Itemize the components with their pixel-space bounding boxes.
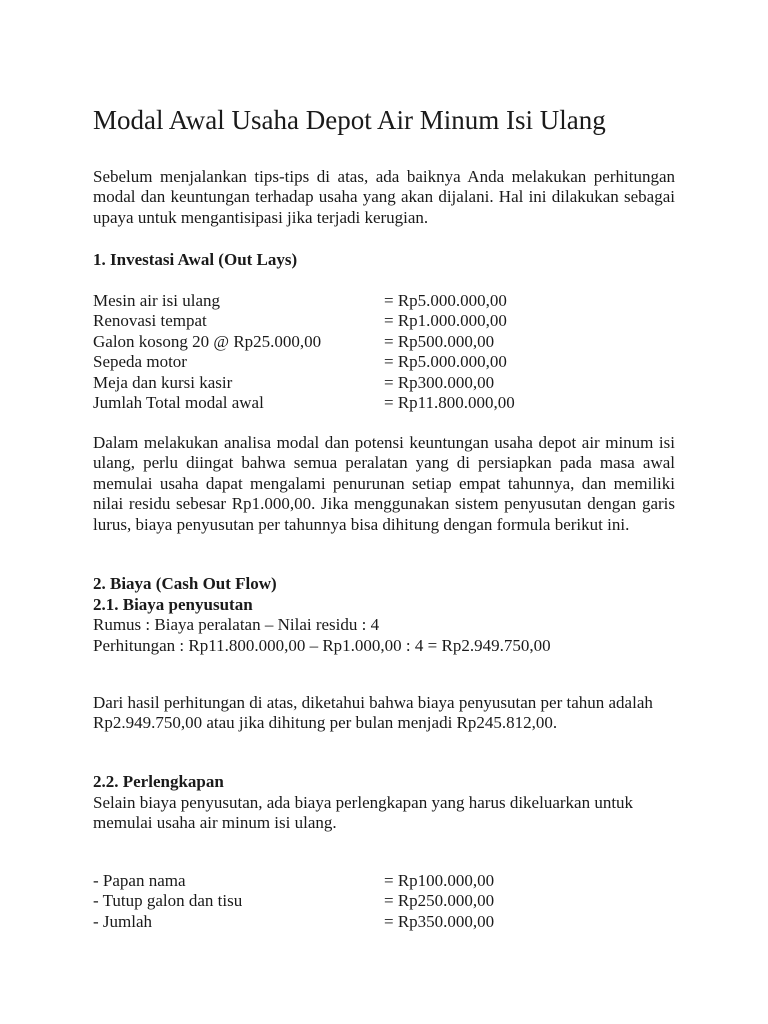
item-value: = Rp500.000,00 — [384, 331, 495, 351]
item-label: - Papan nama — [93, 871, 186, 890]
calculation-line: Perhitungan : Rp11.800.000,00 – Rp1.000,00 : 4 = Rp2.949.750,00 — [93, 636, 551, 655]
formula-line: Rumus : Biaya peralatan – Nilai residu : 4 — [93, 615, 380, 634]
table-row-total — [93, 912, 675, 932]
item-value: = Rp350.000,00 — [384, 911, 495, 931]
item-value: = Rp11.800.000,00 — [384, 392, 515, 412]
section2-2-heading: 2.2. Perlengkapan — [93, 772, 224, 791]
section2-1-heading: 2.1. Biaya penyusutan — [93, 595, 253, 614]
document-title: Modal Awal Usaha Depot Air Minum Isi Ulang — [93, 105, 606, 135]
table-row — [93, 373, 675, 393]
conclusion-paragraph: Dari hasil perhitungan di atas, diketahui bahwa biaya penyusutan per tahun adalah Rp2.949.750,00 atau jika dihitung per bulan menjadi Rp245.812,00. — [93, 693, 653, 733]
item-value: = Rp5.000.000,00 — [384, 352, 507, 372]
item-label: Jumlah Total modal awal — [93, 392, 264, 412]
intro-paragraph: Sebelum menjalankan tips-tips di atas, ada baiknya Anda melakukan perhitungan modal dan keuntungan terhadap usaha yang akan dijalani. Hal ini dilakukan sebagai upaya untuk mengantisipasi jika terjadi kerugian. — [93, 167, 675, 227]
section2-heading: 2. Biaya (Cash Out Flow) — [93, 574, 277, 593]
item-value: = Rp250.000,00 — [384, 891, 495, 911]
item-label: Meja dan kursi kasir — [93, 372, 233, 392]
investment-table — [93, 291, 675, 413]
item-label: - Jumlah — [93, 911, 153, 931]
table-row — [93, 311, 675, 331]
table-row — [93, 871, 675, 891]
item-label: Mesin air isi ulang — [93, 291, 221, 310]
table-row-total — [93, 393, 675, 413]
table-row — [93, 891, 675, 911]
item-value: = Rp100.000,00 — [384, 871, 495, 890]
section1-heading: 1. Investasi Awal (Out Lays) — [93, 250, 298, 269]
item-value: = Rp5.000.000,00 — [384, 291, 507, 310]
item-label: Galon kosong 20 @ Rp25.000,00 — [93, 331, 322, 351]
item-value: = Rp1.000.000,00 — [384, 311, 507, 331]
table-row — [93, 332, 675, 352]
item-label: Renovasi tempat — [93, 311, 207, 331]
table-row — [93, 291, 675, 311]
item-value: = Rp300.000,00 — [384, 372, 495, 392]
item-label: - Tutup galon dan tisu — [93, 891, 243, 911]
equipment-table — [93, 871, 675, 932]
table-row — [93, 352, 675, 372]
equipment-paragraph: Selain biaya penyusutan, ada biaya perlengkapan yang harus dikeluarkan untuk memulai usaha air minum isi ulang. — [93, 793, 634, 833]
analysis-paragraph: Dalam melakukan analisa modal dan potensi keuntungan usaha depot air minum isi ulang, perlu diingat bahwa semua peralatan yang di persiapkan pada masa awal memulai usaha dapat mengalami penurunan setiap empat tahunnya, dan memiliki nilai residu sebesar Rp1.000,00. Jika menggunakan sistem penyusutan dengan garis lurus, biaya penyusutan per tahunnya bisa dihitung dengan formula berikut ini. — [93, 433, 675, 534]
item-label: Sepeda motor — [93, 352, 187, 372]
